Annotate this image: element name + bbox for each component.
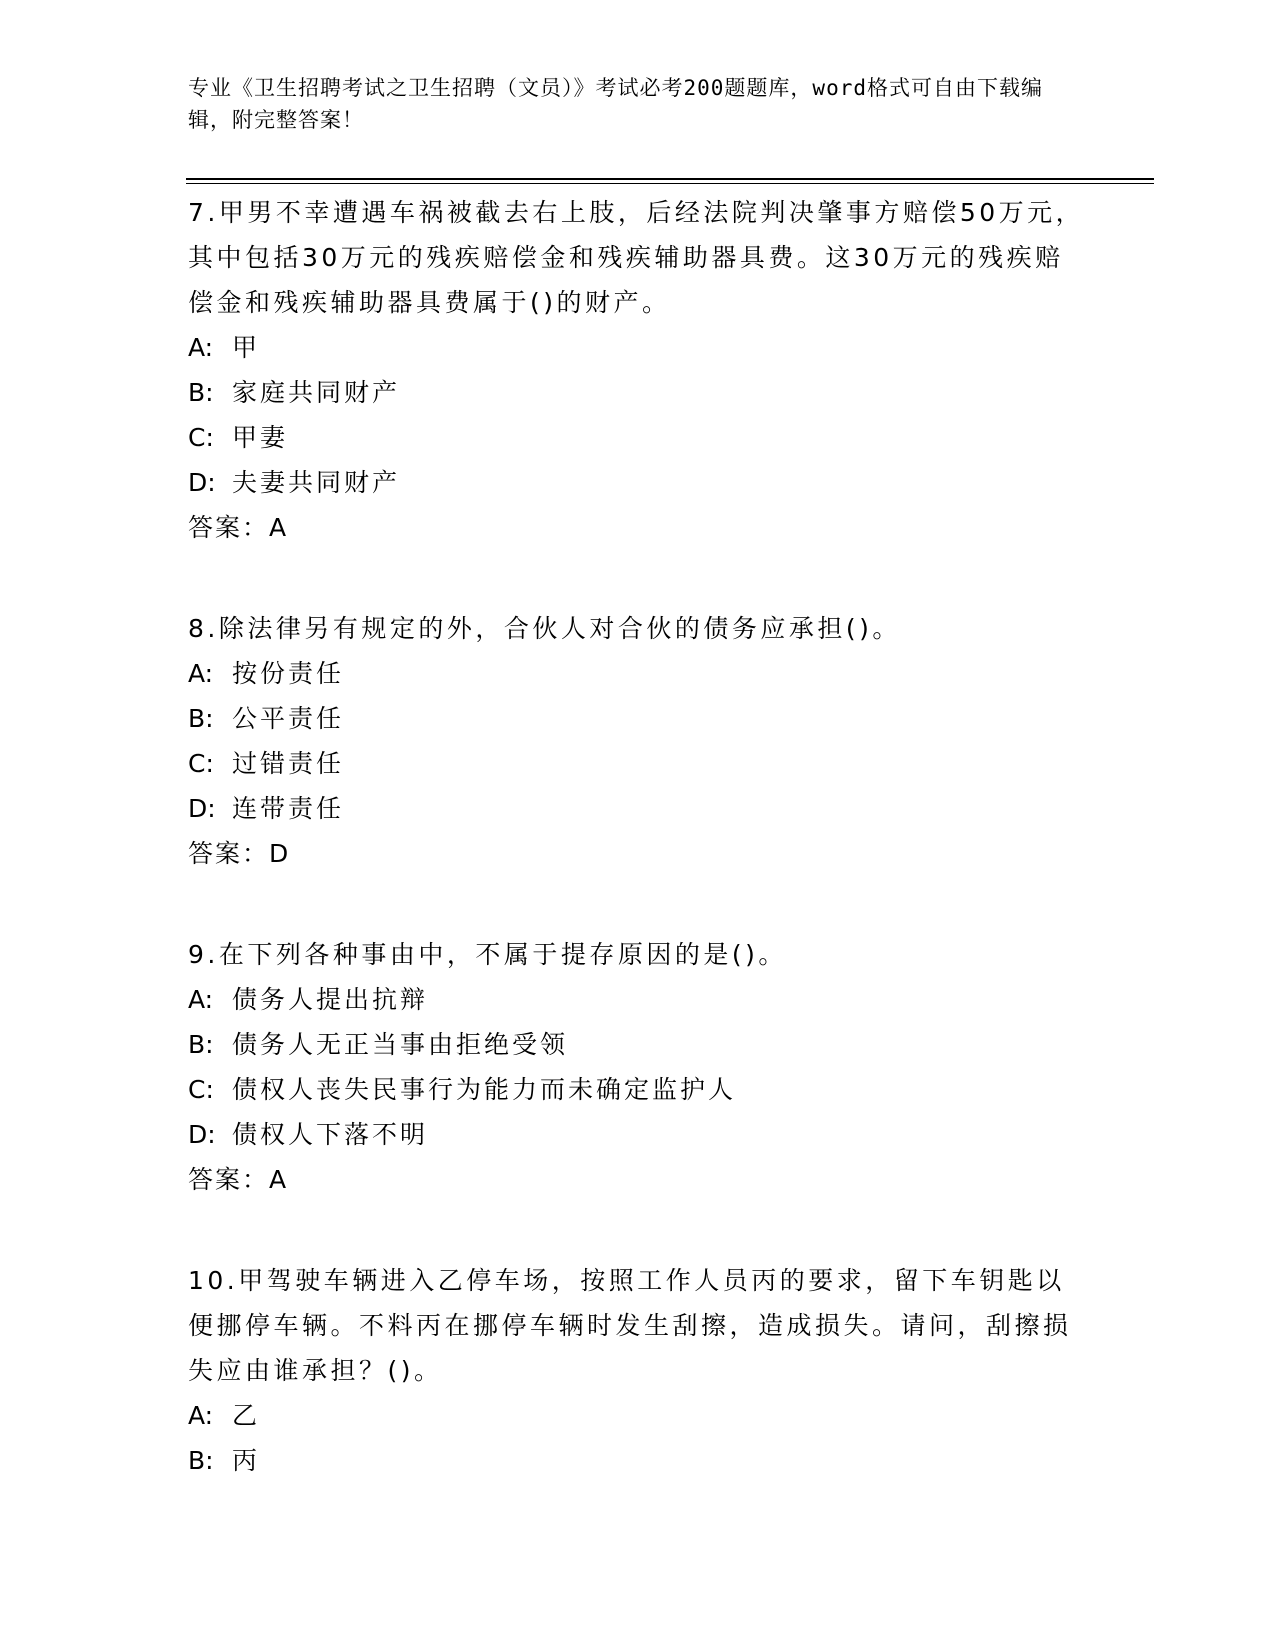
question-stem: 10.甲驾驶车辆进入乙停车场，按照工作人员丙的要求，留下车钥匙以便挪停车辆。不料丙在挪停车辆时发生刮擦，造成损失。请问，刮擦损失应由谁承担？()。: [188, 1266, 1072, 1385]
option-c: [188, 415, 1088, 460]
option-letter: A:: [188, 1401, 214, 1430]
option-b: [188, 1022, 1088, 1067]
option-text: 家庭共同财产: [232, 378, 401, 407]
option-text: 债权人丧失民事行为能力而未确定监护人: [232, 1075, 737, 1104]
option-b: [188, 696, 1088, 741]
option-letter: A:: [188, 985, 214, 1014]
answer-line: 答案：A: [188, 1165, 289, 1194]
option-text: 乙: [232, 1401, 261, 1430]
option-a: [188, 651, 1088, 696]
option-letter: C:: [188, 749, 214, 778]
option-text: 公平责任: [232, 704, 345, 733]
option-text: 连带责任: [232, 794, 345, 823]
question-list: [188, 190, 1088, 1539]
option-a: [188, 325, 1088, 370]
question-stem: 9.在下列各种事由中，不属于提存原因的是()。: [188, 940, 787, 969]
option-c: [188, 741, 1088, 786]
option-letter: B:: [188, 378, 214, 407]
option-b: [188, 1438, 1088, 1483]
question-7: [188, 190, 1088, 550]
document-header: 专业《卫生招聘考试之卫生招聘（文员）》考试必考200题题库，word格式可自由下载编辑，附完整答案！: [188, 76, 1043, 132]
option-text: 债务人无正当事由拒绝受领: [232, 1030, 569, 1059]
option-letter: A:: [188, 659, 214, 688]
question-stem: 7.甲男不幸遭遇车祸被截去右上肢，后经法院判决肇事方赔偿50万元，其中包括30万元的残疾赔偿金和残疾辅助器具费。这30万元的残疾赔偿金和残疾辅助器具费属于()的财产。: [188, 198, 1085, 317]
option-letter: D:: [188, 468, 216, 497]
option-text: 债权人下落不明: [232, 1120, 429, 1149]
option-text: 债务人提出抗辩: [232, 985, 429, 1014]
option-text: 过错责任: [232, 749, 345, 778]
option-text: 甲: [232, 333, 261, 362]
option-text: 按份责任: [232, 659, 345, 688]
option-letter: D:: [188, 794, 216, 823]
option-letter: D:: [188, 1120, 216, 1149]
option-b: [188, 370, 1088, 415]
option-text: 夫妻共同财产: [232, 468, 401, 497]
option-d: [188, 1112, 1088, 1157]
option-d: [188, 460, 1088, 505]
option-letter: A:: [188, 333, 214, 362]
option-a: [188, 977, 1088, 1022]
header-divider-thick: [186, 178, 1154, 180]
option-a: [188, 1393, 1088, 1438]
answer-line: 答案：A: [188, 513, 289, 542]
option-letter: B:: [188, 704, 214, 733]
question-stem: 8.除法律另有规定的外，合伙人对合伙的债务应承担()。: [188, 614, 901, 643]
option-text: 丙: [232, 1446, 261, 1475]
answer-line: 答案：D: [188, 839, 291, 868]
option-c: [188, 1067, 1088, 1112]
question-8: [188, 606, 1088, 876]
option-letter: B:: [188, 1446, 214, 1475]
option-d: [188, 786, 1088, 831]
option-text: 甲妻: [232, 423, 289, 452]
option-letter: B:: [188, 1030, 214, 1059]
header-divider-thin: [186, 183, 1154, 184]
option-letter: C:: [188, 423, 214, 452]
question-10: [188, 1258, 1088, 1483]
option-letter: C:: [188, 1075, 214, 1104]
question-9: [188, 932, 1088, 1202]
